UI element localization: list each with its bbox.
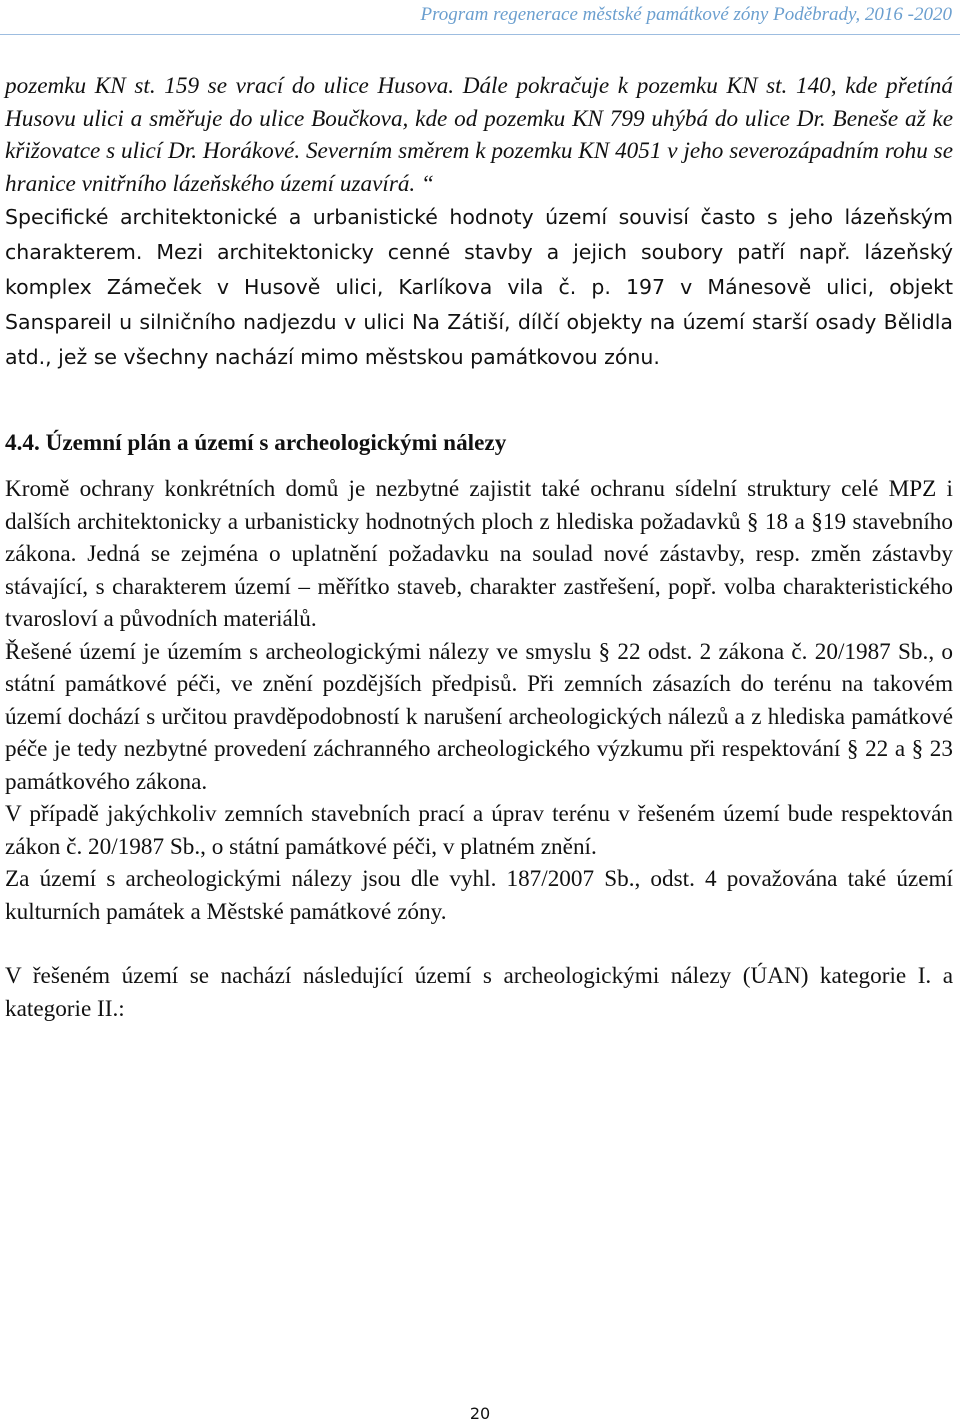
body-paragraph: Kromě ochrany konkrétních domů je nezbytné zajistit také ochranu sídelní struktury celé MPZ i dalších architektonicky a urbanisticky hodnotných ploch z hlediska požadavků § 18 a §19 stavebního zákona. Jedná se zejména o uplatnění požadavku na soulad nové zástavby, resp. změn zástavby stávající, s charakterem území – měřítko staveb, charakter zastřešení, popř. volba charakteristického tvarosloví a původních materiálů.: [5, 476, 953, 632]
body-paragraph: V řešeném území se nachází následující území s archeologickými nálezy (ÚAN) kategorie I. a kategorie II.:: [5, 963, 953, 1022]
spacer: [5, 459, 953, 473]
body-paragraph: V případě jakýchkoliv zemních stavebních prací a úprav terénu v řešeném území bude respektován zákon č. 20/1987 Sb., o státní památkové péči, v platném znění.: [5, 801, 953, 860]
body-paragraph: Řešené území je územím s archeologickými nálezy ve smyslu § 22 odst. 2 zákona č. 20/1987 Sb., o státní památkové péči, ve znění pozdějších předpisů. Při zemních zásazích do terénu na takovém území dochází s určitou pravděpodobností k narušení archeologických nálezů a z hlediska památkové péče je tedy nezbytné provedení záchranného archeologického výzkumu při respektování § 22 a § 23 památkového zákona.: [5, 638, 953, 795]
quoted-boundary-description: pozemku KN st. 159 se vrací do ulice Husova. Dále pokračuje k pozemku KN st. 140, kde přetíná Husovu ulici a směřuje do ulice Boučkova, kde od pozemku KN 799 uhýbá do ulice Dr. Beneše až ke křižovatce s ulicí Dr. Horákové. Severním směrem k pozemku KN 4051 v jeho severozápadním rohu se hranice vnitřního lázeňského území uzavírá. “: [5, 73, 953, 197]
running-header: Program regenerace městské památkové zóny Poděbrady, 2016 -2020: [420, 4, 952, 25]
architectural-values-paragraph: Specifické architektonické a urbanistické hodnoty území souvisí často s jeho lázeňským charakterem. Mezi architektonicky cenné stavby a jejich soubory patří např. lázeňský komplex Zámeček v Husově ulici, Karlíkova vila č. p. 197 v Mánesově ulici, objekt Sanspareil u silničního nadjezdu v ulici Na Zátiší, dílčí objekty na území starší osady Bělidla atd., jež se všechny nachází mimo městskou památkovou zónu.: [5, 205, 953, 369]
spacer: [5, 375, 953, 427]
page-number: 20: [469, 1404, 491, 1423]
section-heading: 4.4. Územní plán a území s archeologickými nálezy: [5, 430, 507, 456]
body-paragraph: Za území s archeologickými nálezy jsou dle vyhl. 187/2007 Sb., odst. 4 považována také území kulturních památek a Městské památkové zóny.: [5, 866, 953, 925]
page-content: [5, 70, 953, 1025]
spacer: [5, 928, 953, 960]
header-divider: [0, 34, 960, 35]
